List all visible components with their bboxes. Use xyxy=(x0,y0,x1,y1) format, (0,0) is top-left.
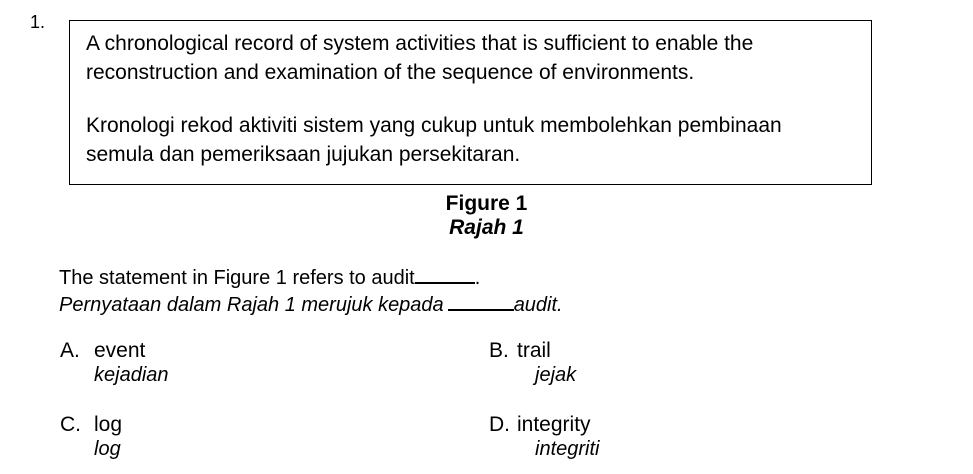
stem-malay-end: audit. xyxy=(513,294,563,316)
option-letter: B. xyxy=(489,339,509,362)
option-a[interactable] xyxy=(60,339,169,387)
option-letter: D. xyxy=(489,413,510,436)
option-c[interactable] xyxy=(60,413,122,461)
figure-caption-english: Figure 1 xyxy=(445,192,528,215)
figure-text-malay: Kronologi rekod aktiviti sistem yang cukup untuk membolehkan pembinaan semula dan pemeriksaan jujukan persekitaran. xyxy=(86,114,782,166)
option-text-english: trail xyxy=(517,339,551,362)
answer-blank xyxy=(448,292,514,311)
stem-malay-text: Pernyataan dalam Rajah 1 merujuk kepada xyxy=(59,294,444,316)
figure-caption-malay: Rajah 1 xyxy=(449,216,524,239)
question-stem-malay xyxy=(59,292,563,317)
option-letter: C. xyxy=(60,413,81,436)
figure-box xyxy=(69,20,872,185)
option-text-malay: jejak xyxy=(535,364,577,386)
question-number: 1. xyxy=(30,12,46,32)
option-d[interactable] xyxy=(489,413,599,461)
stem-english-text: The statement in Figure 1 refers to audit xyxy=(59,267,415,289)
option-text-english: integrity xyxy=(517,413,591,436)
stem-english-end: . xyxy=(474,267,481,289)
option-text-malay: integriti xyxy=(535,438,600,460)
option-text-malay: log xyxy=(94,438,121,460)
answer-blank xyxy=(415,265,475,284)
option-letter: A. xyxy=(60,339,80,362)
option-b[interactable] xyxy=(489,339,576,387)
figure-text-english: A chronological record of system activities that is sufficient to enable the reconstruction and examination of the sequence of environments. xyxy=(86,32,754,84)
option-text-malay: kejadian xyxy=(94,364,169,386)
option-text-english: log xyxy=(94,413,123,436)
option-text-english: event xyxy=(94,339,146,362)
question-stem-english xyxy=(59,265,480,290)
